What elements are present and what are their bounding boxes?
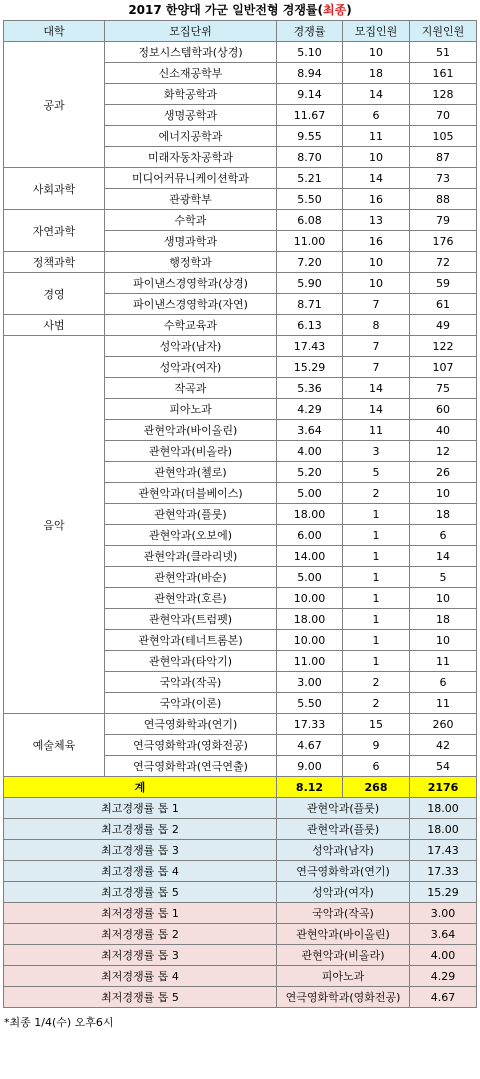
department-cell: 관현악과(비올라) [105, 441, 277, 462]
department-cell: 관현악과(바이올린) [105, 420, 277, 441]
header-department: 모집단위 [105, 21, 277, 42]
department-cell: 관현악과(첼로) [105, 462, 277, 483]
footnote: *최종 1/4(수) 오후6시 [4, 1016, 114, 1029]
applicants-cell: 105 [410, 126, 477, 147]
department-cell: 파이낸스경영학과(자연) [105, 294, 277, 315]
bottom-rate-rank-label: 최저경쟁률 톱 3 [4, 945, 277, 966]
applicants-cell: 79 [410, 210, 477, 231]
bottom-rate-rate: 3.00 [410, 903, 477, 924]
header-applicants: 지원인원 [410, 21, 477, 42]
bottom-rate-rate: 4.00 [410, 945, 477, 966]
top-rate-rank-label: 최고경쟁률 톱 4 [4, 861, 277, 882]
bottom-rate-rate: 3.64 [410, 924, 477, 945]
department-cell: 국악과(이론) [105, 693, 277, 714]
top-rate-row [4, 840, 477, 861]
department-cell: 생명과학과 [105, 231, 277, 252]
quota-cell: 7 [343, 294, 410, 315]
department-cell: 생명공학과 [105, 105, 277, 126]
quota-cell: 1 [343, 630, 410, 651]
table-row [4, 273, 477, 294]
rate-cell: 6.08 [277, 210, 343, 231]
total-applicants: 2176 [410, 777, 477, 798]
top-rate-row [4, 882, 477, 903]
college-cell: 음악 [4, 336, 105, 714]
applicants-cell: 40 [410, 420, 477, 441]
rate-cell: 18.00 [277, 504, 343, 525]
rate-cell: 5.90 [277, 273, 343, 294]
rate-cell: 18.00 [277, 609, 343, 630]
quota-cell: 2 [343, 672, 410, 693]
college-cell: 사범 [4, 315, 105, 336]
quota-cell: 13 [343, 210, 410, 231]
bottom-rate-rate: 4.29 [410, 966, 477, 987]
department-cell: 성악과(남자) [105, 336, 277, 357]
rate-cell: 17.33 [277, 714, 343, 735]
quota-cell: 6 [343, 105, 410, 126]
quota-cell: 1 [343, 525, 410, 546]
college-cell: 공과 [4, 42, 105, 168]
quota-cell: 1 [343, 504, 410, 525]
applicants-cell: 75 [410, 378, 477, 399]
table-row [4, 336, 477, 357]
applicants-cell: 72 [410, 252, 477, 273]
applicants-cell: 11 [410, 651, 477, 672]
quota-cell: 10 [343, 147, 410, 168]
top-rate-department: 성악과(남자) [277, 840, 410, 861]
table-row [4, 252, 477, 273]
bottom-rate-row [4, 924, 477, 945]
table-row [4, 210, 477, 231]
department-cell: 성악과(여자) [105, 357, 277, 378]
rate-cell: 6.13 [277, 315, 343, 336]
rate-cell: 11.67 [277, 105, 343, 126]
bottom-rate-rank-label: 최저경쟁률 톱 4 [4, 966, 277, 987]
department-cell: 관현악과(트럼펫) [105, 609, 277, 630]
table-row [4, 42, 477, 63]
applicants-cell: 176 [410, 231, 477, 252]
quota-cell: 1 [343, 609, 410, 630]
header-college: 대학 [4, 21, 105, 42]
college-cell: 정책과학 [4, 252, 105, 273]
college-cell: 경영 [4, 273, 105, 315]
department-cell: 관광학부 [105, 189, 277, 210]
bottom-rate-department: 관현악과(비올라) [277, 945, 410, 966]
applicants-cell: 5 [410, 567, 477, 588]
rate-cell: 9.00 [277, 756, 343, 777]
rate-cell: 3.64 [277, 420, 343, 441]
bottom-rate-department: 관현악과(바이올린) [277, 924, 410, 945]
table-row [4, 315, 477, 336]
top-rate-rank-label: 최고경쟁률 톱 3 [4, 840, 277, 861]
top-rate-rank-label: 최고경쟁률 톱 2 [4, 819, 277, 840]
bottom-rate-rank-label: 최저경쟁률 톱 1 [4, 903, 277, 924]
applicants-cell: 59 [410, 273, 477, 294]
total-row [4, 777, 477, 798]
applicants-cell: 49 [410, 315, 477, 336]
quota-cell: 16 [343, 231, 410, 252]
rate-cell: 5.10 [277, 42, 343, 63]
rate-cell: 6.00 [277, 525, 343, 546]
department-cell: 미디어커뮤니케이션학과 [105, 168, 277, 189]
title-final-label: 최종 [323, 3, 347, 17]
applicants-cell: 161 [410, 63, 477, 84]
applicants-cell: 70 [410, 105, 477, 126]
quota-cell: 14 [343, 378, 410, 399]
rate-cell: 4.67 [277, 735, 343, 756]
applicants-cell: 87 [410, 147, 477, 168]
department-cell: 행정학과 [105, 252, 277, 273]
department-cell: 피아노과 [105, 399, 277, 420]
title-prefix: 2017 한양대 가군 일반전형 경쟁률( [128, 3, 324, 17]
total-quota: 268 [343, 777, 410, 798]
applicants-cell: 10 [410, 630, 477, 651]
quota-cell: 11 [343, 126, 410, 147]
applicants-cell: 73 [410, 168, 477, 189]
applicants-cell: 42 [410, 735, 477, 756]
department-cell: 관현악과(바순) [105, 567, 277, 588]
department-cell: 관현악과(테너트롬본) [105, 630, 277, 651]
top-rate-department: 성악과(여자) [277, 882, 410, 903]
department-cell: 신소재공학부 [105, 63, 277, 84]
applicants-cell: 26 [410, 462, 477, 483]
quota-cell: 1 [343, 567, 410, 588]
bottom-rate-row [4, 987, 477, 1008]
department-cell: 연극영화학과(연극연출) [105, 756, 277, 777]
rate-cell: 4.29 [277, 399, 343, 420]
rate-cell: 7.20 [277, 252, 343, 273]
quota-cell: 11 [343, 420, 410, 441]
department-cell: 국악과(작곡) [105, 672, 277, 693]
bottom-rate-department: 피아노과 [277, 966, 410, 987]
rate-cell: 8.71 [277, 294, 343, 315]
bottom-rate-rank-label: 최저경쟁률 톱 5 [4, 987, 277, 1008]
rate-cell: 14.00 [277, 546, 343, 567]
department-cell: 작곡과 [105, 378, 277, 399]
quota-cell: 18 [343, 63, 410, 84]
rate-cell: 11.00 [277, 231, 343, 252]
rate-cell: 5.00 [277, 483, 343, 504]
table-row [4, 714, 477, 735]
rate-cell: 5.50 [277, 693, 343, 714]
total-rate: 8.12 [277, 777, 343, 798]
applicants-cell: 6 [410, 525, 477, 546]
department-cell: 관현악과(더블베이스) [105, 483, 277, 504]
rate-cell: 5.00 [277, 567, 343, 588]
department-cell: 관현악과(클라리넷) [105, 546, 277, 567]
rate-cell: 4.00 [277, 441, 343, 462]
department-cell: 미래자동차공학과 [105, 147, 277, 168]
bottom-rate-row [4, 945, 477, 966]
top-rate-rate: 18.00 [410, 819, 477, 840]
page-title [0, 0, 480, 20]
quota-cell: 1 [343, 588, 410, 609]
bottom-rate-row [4, 966, 477, 987]
applicants-cell: 11 [410, 693, 477, 714]
applicants-cell: 18 [410, 609, 477, 630]
quota-cell: 1 [343, 546, 410, 567]
rate-cell: 9.14 [277, 84, 343, 105]
applicants-cell: 260 [410, 714, 477, 735]
department-cell: 관현악과(타악기) [105, 651, 277, 672]
top-rate-row [4, 861, 477, 882]
quota-cell: 14 [343, 399, 410, 420]
applicants-cell: 10 [410, 588, 477, 609]
quota-cell: 15 [343, 714, 410, 735]
top-rate-department: 관현악과(플룻) [277, 819, 410, 840]
department-cell: 관현악과(플룻) [105, 504, 277, 525]
quota-cell: 6 [343, 756, 410, 777]
quota-cell: 10 [343, 252, 410, 273]
competition-rate-table [3, 20, 477, 1008]
bottom-rate-row [4, 903, 477, 924]
rate-cell: 10.00 [277, 588, 343, 609]
bottom-rate-department: 연극영화학과(영화전공) [277, 987, 410, 1008]
rate-cell: 5.36 [277, 378, 343, 399]
department-cell: 관현악과(호른) [105, 588, 277, 609]
applicants-cell: 18 [410, 504, 477, 525]
rate-cell: 17.43 [277, 336, 343, 357]
department-cell: 에너지공학과 [105, 126, 277, 147]
header-quota: 모집인원 [343, 21, 410, 42]
applicants-cell: 54 [410, 756, 477, 777]
total-label: 계 [4, 777, 277, 798]
top-rate-rate: 17.33 [410, 861, 477, 882]
college-cell: 예술체육 [4, 714, 105, 777]
rate-cell: 11.00 [277, 651, 343, 672]
applicants-cell: 60 [410, 399, 477, 420]
rate-cell: 5.50 [277, 189, 343, 210]
quota-cell: 7 [343, 336, 410, 357]
top-rate-row [4, 819, 477, 840]
rate-cell: 5.20 [277, 462, 343, 483]
table-header-row [4, 21, 477, 42]
top-rate-department: 연극영화학과(연기) [277, 861, 410, 882]
department-cell: 연극영화학과(영화전공) [105, 735, 277, 756]
rate-cell: 10.00 [277, 630, 343, 651]
college-cell: 자연과학 [4, 210, 105, 252]
header-rate: 경쟁률 [277, 21, 343, 42]
quota-cell: 2 [343, 693, 410, 714]
applicants-cell: 61 [410, 294, 477, 315]
applicants-cell: 51 [410, 42, 477, 63]
quota-cell: 10 [343, 273, 410, 294]
rate-cell: 9.55 [277, 126, 343, 147]
applicants-cell: 10 [410, 483, 477, 504]
applicants-cell: 122 [410, 336, 477, 357]
applicants-cell: 128 [410, 84, 477, 105]
applicants-cell: 12 [410, 441, 477, 462]
quota-cell: 3 [343, 441, 410, 462]
department-cell: 정보시스템학과(상경) [105, 42, 277, 63]
quota-cell: 5 [343, 462, 410, 483]
quota-cell: 16 [343, 189, 410, 210]
top-rate-department: 관현악과(플룻) [277, 798, 410, 819]
top-rate-rate: 17.43 [410, 840, 477, 861]
rate-cell: 5.21 [277, 168, 343, 189]
department-cell: 화학공학과 [105, 84, 277, 105]
department-cell: 관현악과(오보에) [105, 525, 277, 546]
quota-cell: 14 [343, 84, 410, 105]
applicants-cell: 88 [410, 189, 477, 210]
quota-cell: 8 [343, 315, 410, 336]
department-cell: 파이낸스경영학과(상경) [105, 273, 277, 294]
rate-cell: 15.29 [277, 357, 343, 378]
department-cell: 연극영화학과(연기) [105, 714, 277, 735]
college-cell: 사회과학 [4, 168, 105, 210]
top-rate-rank-label: 최고경쟁률 톱 5 [4, 882, 277, 903]
quota-cell: 1 [343, 651, 410, 672]
top-rate-row [4, 798, 477, 819]
top-rate-rate: 15.29 [410, 882, 477, 903]
quota-cell: 2 [343, 483, 410, 504]
department-cell: 수학과 [105, 210, 277, 231]
bottom-rate-rank-label: 최저경쟁률 톱 2 [4, 924, 277, 945]
applicants-cell: 107 [410, 357, 477, 378]
quota-cell: 7 [343, 357, 410, 378]
title-suffix: ) [346, 3, 352, 17]
applicants-cell: 6 [410, 672, 477, 693]
applicants-cell: 14 [410, 546, 477, 567]
table-row [4, 168, 477, 189]
top-rate-rank-label: 최고경쟁률 톱 1 [4, 798, 277, 819]
bottom-rate-rate: 4.67 [410, 987, 477, 1008]
department-cell: 수학교육과 [105, 315, 277, 336]
bottom-rate-department: 국악과(작곡) [277, 903, 410, 924]
quota-cell: 9 [343, 735, 410, 756]
quota-cell: 14 [343, 168, 410, 189]
top-rate-rate: 18.00 [410, 798, 477, 819]
rate-cell: 3.00 [277, 672, 343, 693]
quota-cell: 10 [343, 42, 410, 63]
rate-cell: 8.94 [277, 63, 343, 84]
rate-cell: 8.70 [277, 147, 343, 168]
